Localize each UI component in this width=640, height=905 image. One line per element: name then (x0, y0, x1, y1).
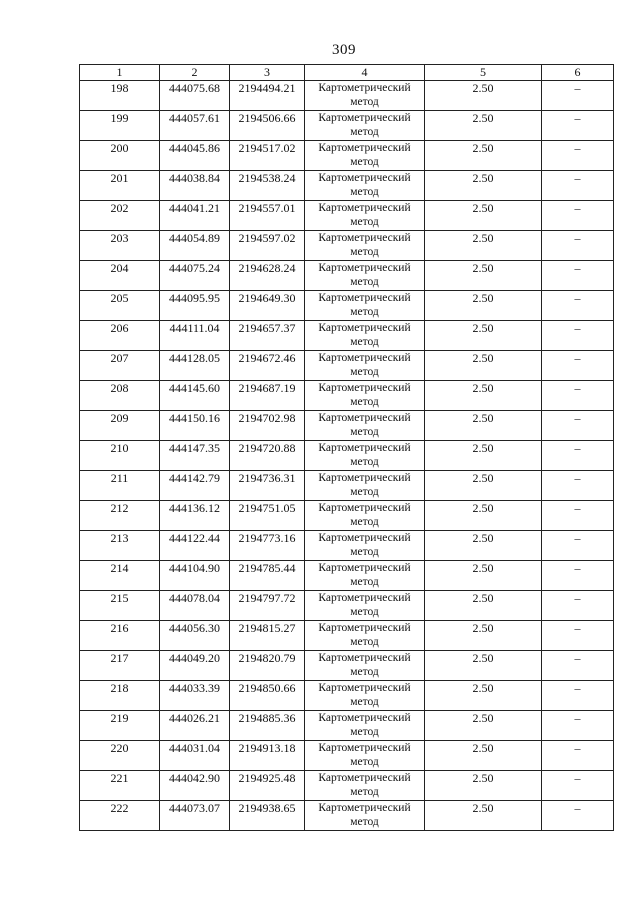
point-number-cell: 214 (80, 561, 160, 591)
y-coordinate-cell: 2194850.66 (230, 681, 305, 711)
accuracy-cell: 2.50 (425, 651, 542, 681)
x-coordinate-cell: 444038.84 (160, 171, 230, 201)
method-label-line2: метод (350, 786, 379, 798)
point-number-cell: 199 (80, 111, 160, 141)
x-coordinate-cell: 444073.07 (160, 801, 230, 831)
method-label-line1: Картометрический (318, 502, 411, 514)
y-coordinate-cell: 2194517.02 (230, 141, 305, 171)
method-cell (305, 381, 425, 411)
method-label-line2: метод (350, 426, 379, 438)
point-number-cell: 217 (80, 651, 160, 681)
note-cell: – (542, 261, 614, 291)
table-row (80, 471, 614, 501)
table-row (80, 201, 614, 231)
method-cell (305, 771, 425, 801)
table-row (80, 531, 614, 561)
method-label-line1: Картометрический (318, 712, 411, 724)
table-row (80, 681, 614, 711)
table-row (80, 81, 614, 111)
point-number-cell: 203 (80, 231, 160, 261)
point-number-cell: 222 (80, 801, 160, 831)
method-cell (305, 141, 425, 171)
table-row (80, 171, 614, 201)
table-row (80, 801, 614, 831)
table-row (80, 651, 614, 681)
table-row (80, 321, 614, 351)
method-label-line1: Картометрический (318, 82, 411, 94)
method-label-line2: метод (350, 606, 379, 618)
method-label-line2: метод (350, 726, 379, 738)
x-coordinate-cell: 444122.44 (160, 531, 230, 561)
method-cell (305, 231, 425, 261)
x-coordinate-cell: 444045.86 (160, 141, 230, 171)
table-row (80, 231, 614, 261)
accuracy-cell: 2.50 (425, 441, 542, 471)
point-number-cell: 205 (80, 291, 160, 321)
note-cell: – (542, 711, 614, 741)
method-label-line1: Картометрический (318, 292, 411, 304)
y-coordinate-cell: 2194720.88 (230, 441, 305, 471)
method-label-line1: Картометрический (318, 172, 411, 184)
method-label-line1: Картометрический (318, 412, 411, 424)
method-label-line2: метод (350, 336, 379, 348)
method-label-line1: Картометрический (318, 772, 411, 784)
y-coordinate-cell: 2194925.48 (230, 771, 305, 801)
method-cell (305, 801, 425, 831)
note-cell: – (542, 231, 614, 261)
method-label-line1: Картометрический (318, 652, 411, 664)
note-cell: – (542, 561, 614, 591)
accuracy-cell: 2.50 (425, 711, 542, 741)
method-label-line1: Картометрический (318, 532, 411, 544)
point-number-cell: 212 (80, 501, 160, 531)
y-coordinate-cell: 2194506.66 (230, 111, 305, 141)
method-cell (305, 501, 425, 531)
page-number: 309 (332, 42, 356, 58)
method-cell (305, 321, 425, 351)
accuracy-cell: 2.50 (425, 261, 542, 291)
y-coordinate-cell: 2194538.24 (230, 171, 305, 201)
accuracy-cell: 2.50 (425, 231, 542, 261)
method-cell (305, 261, 425, 291)
method-label-line2: метод (350, 396, 379, 408)
method-label-line2: метод (350, 666, 379, 678)
note-cell: – (542, 81, 614, 111)
point-number-cell: 211 (80, 471, 160, 501)
accuracy-cell: 2.50 (425, 621, 542, 651)
table-row (80, 111, 614, 141)
method-label-line1: Картометрический (318, 232, 411, 244)
point-number-cell: 209 (80, 411, 160, 441)
accuracy-cell: 2.50 (425, 111, 542, 141)
note-cell: – (542, 501, 614, 531)
method-cell (305, 411, 425, 441)
point-number-cell: 208 (80, 381, 160, 411)
x-coordinate-cell: 444031.04 (160, 741, 230, 771)
column-header: 3 (230, 65, 305, 81)
table-row (80, 741, 614, 771)
y-coordinate-cell: 2194797.72 (230, 591, 305, 621)
method-cell (305, 471, 425, 501)
x-coordinate-cell: 444057.61 (160, 111, 230, 141)
y-coordinate-cell: 2194494.21 (230, 81, 305, 111)
method-cell (305, 591, 425, 621)
point-number-cell: 216 (80, 621, 160, 651)
point-number-cell: 218 (80, 681, 160, 711)
point-number-cell: 198 (80, 81, 160, 111)
point-number-cell: 210 (80, 441, 160, 471)
column-header: 2 (160, 65, 230, 81)
accuracy-cell: 2.50 (425, 201, 542, 231)
note-cell: – (542, 651, 614, 681)
method-label-line1: Картометрический (318, 352, 411, 364)
table-row (80, 291, 614, 321)
note-cell: – (542, 381, 614, 411)
x-coordinate-cell: 444142.79 (160, 471, 230, 501)
method-cell (305, 291, 425, 321)
method-cell (305, 531, 425, 561)
method-label-line2: метод (350, 126, 379, 138)
y-coordinate-cell: 2194687.19 (230, 381, 305, 411)
note-cell: – (542, 411, 614, 441)
table-row (80, 501, 614, 531)
column-header: 1 (80, 65, 160, 81)
method-label-line2: метод (350, 246, 379, 258)
accuracy-cell: 2.50 (425, 351, 542, 381)
coordinates-table (79, 64, 614, 831)
method-cell (305, 681, 425, 711)
note-cell: – (542, 771, 614, 801)
x-coordinate-cell: 444054.89 (160, 231, 230, 261)
point-number-cell: 206 (80, 321, 160, 351)
method-label-line1: Картометрический (318, 442, 411, 454)
method-label-line1: Картометрический (318, 682, 411, 694)
note-cell: – (542, 321, 614, 351)
method-cell (305, 351, 425, 381)
accuracy-cell: 2.50 (425, 741, 542, 771)
accuracy-cell: 2.50 (425, 561, 542, 591)
point-number-cell: 201 (80, 171, 160, 201)
note-cell: – (542, 141, 614, 171)
x-coordinate-cell: 444136.12 (160, 501, 230, 531)
y-coordinate-cell: 2194820.79 (230, 651, 305, 681)
point-number-cell: 200 (80, 141, 160, 171)
accuracy-cell: 2.50 (425, 411, 542, 441)
x-coordinate-cell: 444128.05 (160, 351, 230, 381)
y-coordinate-cell: 2194785.44 (230, 561, 305, 591)
method-label-line2: метод (350, 576, 379, 588)
table-row (80, 411, 614, 441)
x-coordinate-cell: 444075.68 (160, 81, 230, 111)
method-label-line1: Картометрический (318, 472, 411, 484)
x-coordinate-cell: 444104.90 (160, 561, 230, 591)
point-number-cell: 219 (80, 711, 160, 741)
y-coordinate-cell: 2194672.46 (230, 351, 305, 381)
y-coordinate-cell: 2194702.98 (230, 411, 305, 441)
method-cell (305, 81, 425, 111)
method-label-line2: метод (350, 486, 379, 498)
method-label-line2: метод (350, 186, 379, 198)
point-number-cell: 221 (80, 771, 160, 801)
y-coordinate-cell: 2194773.16 (230, 531, 305, 561)
method-cell (305, 621, 425, 651)
accuracy-cell: 2.50 (425, 801, 542, 831)
table-row (80, 771, 614, 801)
y-coordinate-cell: 2194736.31 (230, 471, 305, 501)
method-label-line2: метод (350, 216, 379, 228)
y-coordinate-cell: 2194885.36 (230, 711, 305, 741)
note-cell: – (542, 681, 614, 711)
table-row (80, 621, 614, 651)
method-cell (305, 561, 425, 591)
method-label-line2: метод (350, 276, 379, 288)
method-cell (305, 711, 425, 741)
note-cell: – (542, 531, 614, 561)
x-coordinate-cell: 444150.16 (160, 411, 230, 441)
method-label-line2: метод (350, 456, 379, 468)
point-number-cell: 207 (80, 351, 160, 381)
y-coordinate-cell: 2194913.18 (230, 741, 305, 771)
note-cell: – (542, 351, 614, 381)
method-label-line2: метод (350, 96, 379, 108)
method-label-line1: Картометрический (318, 802, 411, 814)
method-label-line2: метод (350, 366, 379, 378)
method-label-line2: метод (350, 756, 379, 768)
method-label-line1: Картометрический (318, 562, 411, 574)
note-cell: – (542, 471, 614, 501)
note-cell: – (542, 291, 614, 321)
note-cell: – (542, 171, 614, 201)
x-coordinate-cell: 444111.04 (160, 321, 230, 351)
point-number-cell: 220 (80, 741, 160, 771)
x-coordinate-cell: 444147.35 (160, 441, 230, 471)
accuracy-cell: 2.50 (425, 501, 542, 531)
x-coordinate-cell: 444145.60 (160, 381, 230, 411)
x-coordinate-cell: 444026.21 (160, 711, 230, 741)
method-label-line1: Картометрический (318, 592, 411, 604)
method-cell (305, 171, 425, 201)
method-label-line2: метод (350, 636, 379, 648)
method-label-line2: метод (350, 156, 379, 168)
x-coordinate-cell: 444041.21 (160, 201, 230, 231)
accuracy-cell: 2.50 (425, 321, 542, 351)
point-number-cell: 213 (80, 531, 160, 561)
point-number-cell: 202 (80, 201, 160, 231)
x-coordinate-cell: 444095.95 (160, 291, 230, 321)
method-label-line2: метод (350, 816, 379, 828)
note-cell: – (542, 591, 614, 621)
accuracy-cell: 2.50 (425, 471, 542, 501)
y-coordinate-cell: 2194557.01 (230, 201, 305, 231)
method-cell (305, 441, 425, 471)
note-cell: – (542, 621, 614, 651)
method-cell (305, 741, 425, 771)
column-header: 6 (542, 65, 614, 81)
method-label-line2: метод (350, 696, 379, 708)
accuracy-cell: 2.50 (425, 681, 542, 711)
method-label-line2: метод (350, 516, 379, 528)
accuracy-cell: 2.50 (425, 591, 542, 621)
method-label-line1: Картометрический (318, 112, 411, 124)
method-cell (305, 651, 425, 681)
y-coordinate-cell: 2194597.02 (230, 231, 305, 261)
method-label-line1: Картометрический (318, 262, 411, 274)
accuracy-cell: 2.50 (425, 81, 542, 111)
column-header: 5 (425, 65, 542, 81)
point-number-cell: 215 (80, 591, 160, 621)
method-label-line1: Картометрический (318, 202, 411, 214)
accuracy-cell: 2.50 (425, 771, 542, 801)
y-coordinate-cell: 2194938.65 (230, 801, 305, 831)
method-label-line1: Картометрический (318, 382, 411, 394)
point-number-cell: 204 (80, 261, 160, 291)
note-cell: – (542, 201, 614, 231)
x-coordinate-cell: 444049.20 (160, 651, 230, 681)
method-label-line2: метод (350, 306, 379, 318)
note-cell: – (542, 441, 614, 471)
table-body (80, 81, 614, 831)
y-coordinate-cell: 2194751.05 (230, 501, 305, 531)
table-row (80, 561, 614, 591)
x-coordinate-cell: 444075.24 (160, 261, 230, 291)
method-label-line1: Картометрический (318, 742, 411, 754)
table-row (80, 261, 614, 291)
method-cell (305, 201, 425, 231)
table-row (80, 591, 614, 621)
table-row (80, 381, 614, 411)
method-label-line2: метод (350, 546, 379, 558)
accuracy-cell: 2.50 (425, 381, 542, 411)
method-label-line1: Картометрический (318, 142, 411, 154)
y-coordinate-cell: 2194649.30 (230, 291, 305, 321)
table-row (80, 351, 614, 381)
column-header: 4 (305, 65, 425, 81)
accuracy-cell: 2.50 (425, 291, 542, 321)
note-cell: – (542, 801, 614, 831)
x-coordinate-cell: 444033.39 (160, 681, 230, 711)
accuracy-cell: 2.50 (425, 531, 542, 561)
y-coordinate-cell: 2194657.37 (230, 321, 305, 351)
y-coordinate-cell: 2194628.24 (230, 261, 305, 291)
accuracy-cell: 2.50 (425, 171, 542, 201)
method-label-line1: Картометрический (318, 322, 411, 334)
accuracy-cell: 2.50 (425, 141, 542, 171)
table-header-row (80, 65, 614, 81)
method-cell (305, 111, 425, 141)
y-coordinate-cell: 2194815.27 (230, 621, 305, 651)
x-coordinate-cell: 444078.04 (160, 591, 230, 621)
table-row (80, 711, 614, 741)
note-cell: – (542, 111, 614, 141)
note-cell: – (542, 741, 614, 771)
x-coordinate-cell: 444056.30 (160, 621, 230, 651)
x-coordinate-cell: 444042.90 (160, 771, 230, 801)
method-label-line1: Картометрический (318, 622, 411, 634)
table-row (80, 141, 614, 171)
table-row (80, 441, 614, 471)
